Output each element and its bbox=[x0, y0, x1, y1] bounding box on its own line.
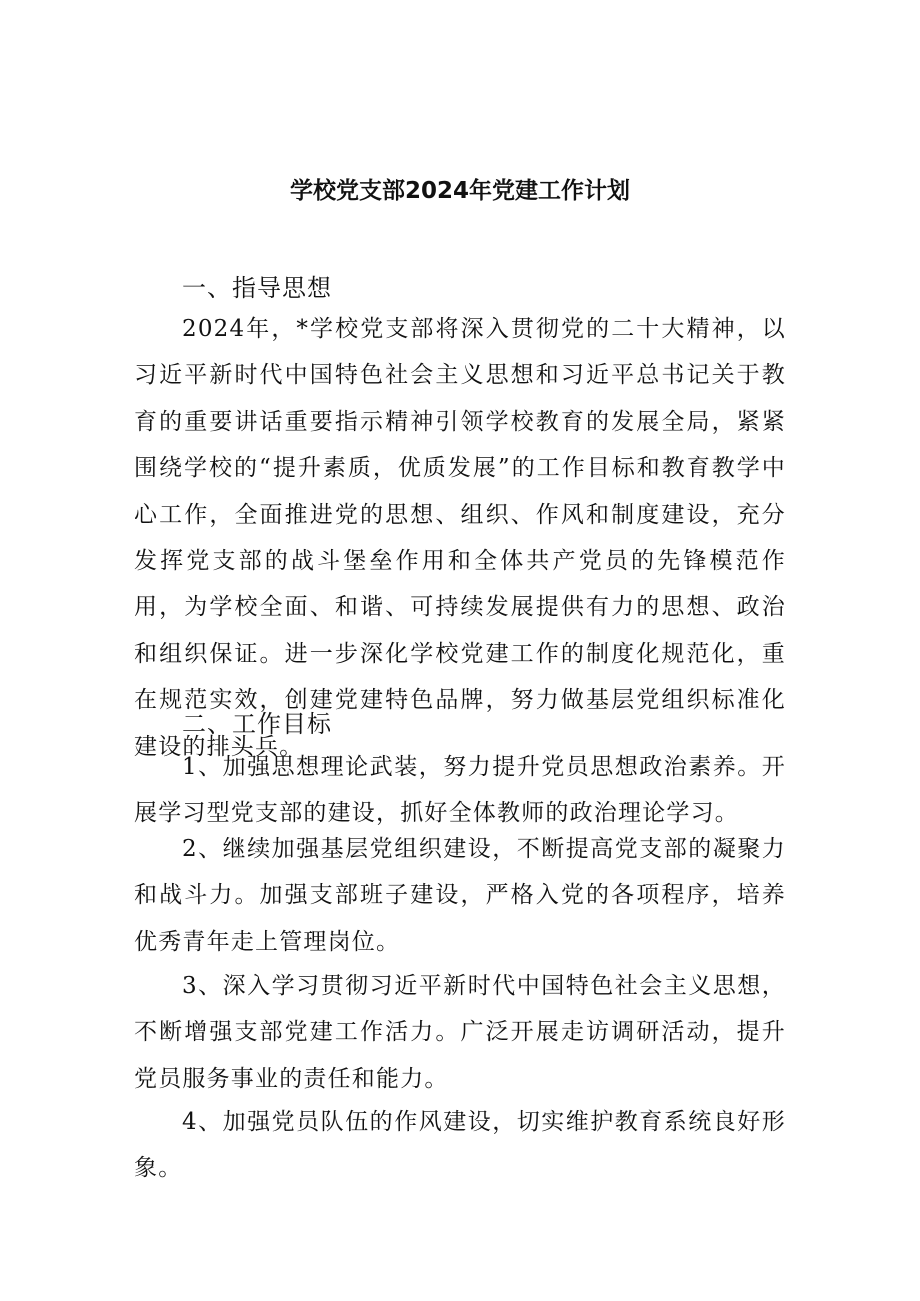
paragraph-goal-4: 4、加强党员队伍的作风建设，切实维护教育系统良好形象。 bbox=[134, 1109, 786, 1182]
paragraph-goal-1: 1、加强思想理论武装，努力提升党员思想政治素养。开展学习型党支部的建设，抓好全体教师的政治理论学习。 bbox=[134, 754, 786, 827]
document-title: 学校党支部2024年党建工作计划 bbox=[289, 178, 630, 204]
paragraph-goal-2: 2、继续加强基层党组织建设，不断提高党支部的凝聚力和战斗力。加强支部班子建设，严格入党的各项程序，培养优秀青年走上管理岗位。 bbox=[134, 836, 786, 955]
paragraph-goal-3: 3、深入学习贯彻习近平新时代中国特色社会主义思想，不断增强支部党建工作活力。广泛开展走访调研活动，提升党员服务事业的责任和能力。 bbox=[134, 973, 786, 1092]
section-heading-work-goals: 二、工作目标 bbox=[182, 710, 332, 738]
paragraph-guiding-ideology: 2024年，*学校党支部将深入贯彻党的二十大精神，以习近平新时代中国特色社会主义思想和习近平总书记关于教育的重要讲话重要指示精神引领学校教育的发展全局，紧紧围绕学校的“提升素质，优质发展”的工作目标和教育教学中心工作，全面推进党的思想、组织、作风和制度建设，充分发挥党支部的战斗堡垒作用和全体共产党员的先锋模范作用，为学校全面、和谐、可持续发展提供有力的思想、政治和组织保证。进一步深化学校党建工作的制度化规范化，重在规范实效，创建党建特色品牌，努力做基层党组织标准化建设的排头兵。 bbox=[134, 316, 786, 760]
section-heading-guiding-ideology: 一、指导思想 bbox=[182, 274, 332, 302]
